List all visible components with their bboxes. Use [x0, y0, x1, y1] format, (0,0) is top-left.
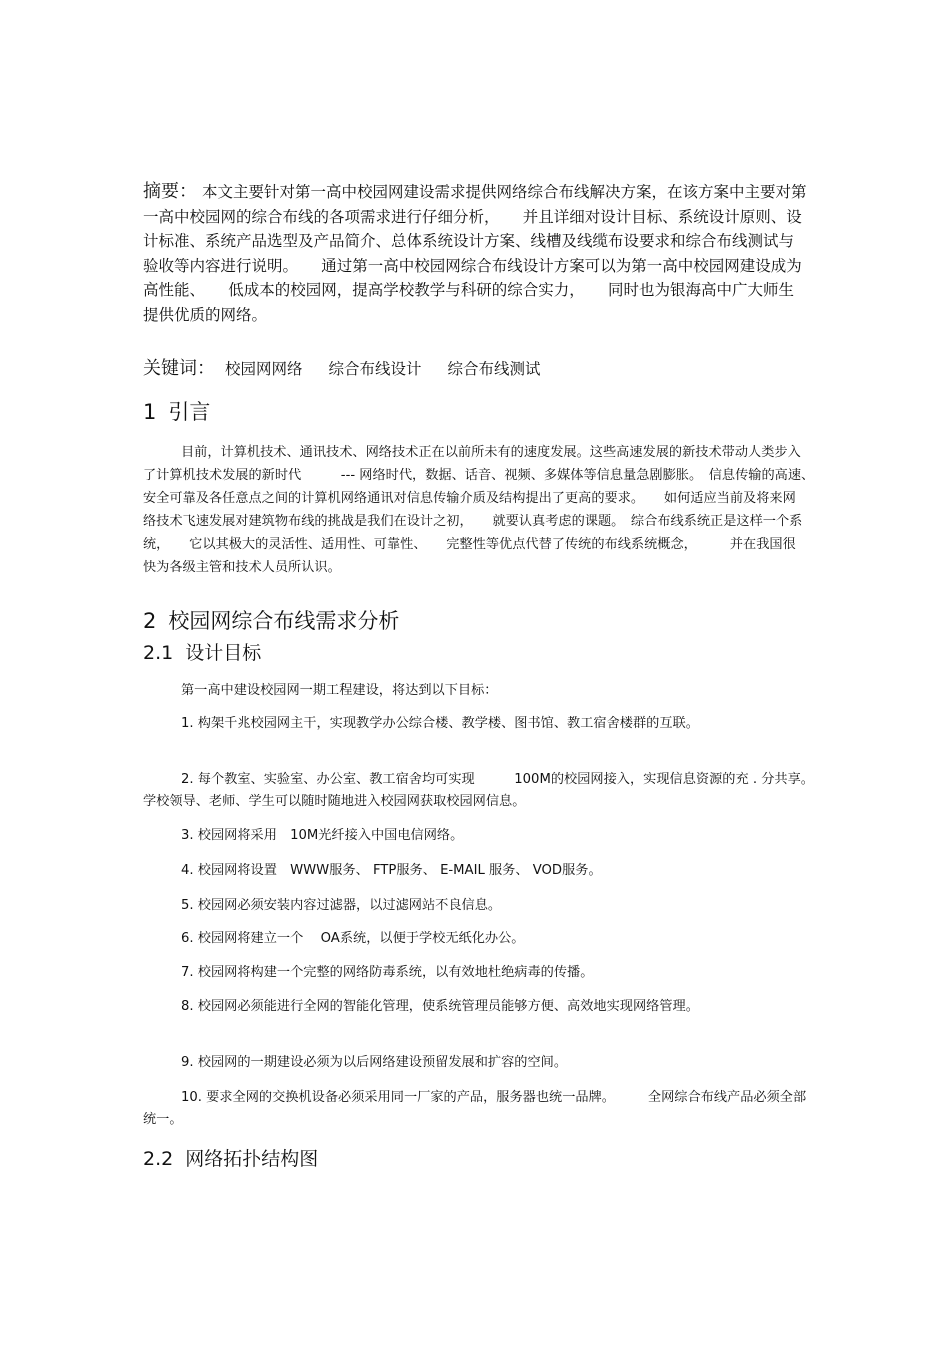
- keyword-item: 校园网网络: [225, 360, 303, 378]
- goal-item: 5. 校园网必须安装内容过滤器，以过滤网站不良信息。: [181, 898, 502, 913]
- section-number: 1: [143, 400, 157, 424]
- section-2-2-heading: [143, 1146, 318, 1172]
- section-1-paragraph: 目前，计算机技术、通讯技术、网络技术正在以前所未有的速度发展。这些高速发展的新技术带动人类步入了计算机技术发展的新时代 --- 网络时代，数据、话音、视频、多媒体等信息量急剧膨胀。 信息传输的高速、 安全可靠及各任意点之间的计算机网络通讯对信息传输介质及结构提出了更高的要求。 如何适应当前及将来网络技术飞速发展对建筑物布线的挑战是我们在设计之初， 就要认真考虑的课题。 综合布线系统正是这样一个系统， 它以其极大的灵活性、适用性、可靠性、 完整性等优点代替了传统的布线系统概念， 并在我国很快为各级主管和技术人员所认识。: [143, 445, 821, 575]
- abstract-text: 本文主要针对第一高中校园网建设需求提供网络综合布线解决方案，在该方案中主要对第一高中校园网的综合布线的各项需求进行仔细分析， 并且详细对设计目标、系统设计原则、设计标准、系统产品选型及产品简介、总体系统设计方案、线槽及线缆布设要求和综合布线测试与验收等内容进行说明。 通过第一高中校园网综合布线设计方案可以为第一高中校园网建设成为高性能、 低成本的校园网，提高学校教学与科研的综合实力， 同时也为银海高中广大师生提供优质的网络。: [143, 183, 807, 324]
- goal-item: 1. 构架千兆校园网主干，实现教学办公综合楼、教学楼、图书馆、教工宿舍楼群的互联。: [181, 716, 699, 731]
- goal-item: 2. 每个教室、实验室、办公室、教工宿舍均可实现 100M的校园网接入，实现信息资源的充 . 分共享。 学校领导、老师、学生可以随时随地进入校园网获取校园网信息。: [143, 772, 821, 809]
- keyword-item: 综合布线设计: [328, 360, 422, 378]
- goal-item: 10. 要求全网的交换机设备必须采用同一厂家的产品，服务器也统一品牌。 全网综合布线产品必须全部统一。: [143, 1090, 807, 1127]
- section-title: 校园网综合布线需求分析: [168, 609, 400, 633]
- section-2-heading: [143, 607, 399, 635]
- goal-item: 7. 校园网将构建一个完整的网络防毒系统，以有效地杜绝病毒的传播。: [181, 965, 594, 980]
- section-title: 引言: [168, 400, 211, 424]
- keywords-label: 关键词：: [143, 358, 215, 379]
- goal-item: 3. 校园网将采用 10M光纤接入中国电信网络。: [181, 828, 464, 843]
- keywords-line: [143, 356, 808, 382]
- abstract-paragraph: [143, 180, 808, 328]
- goals-intro: 第一高中建设校园网一期工程建设，将达到以下目标：: [181, 683, 498, 698]
- section-number: 2.2: [143, 1148, 174, 1170]
- section-2-1-heading: [143, 640, 261, 666]
- section-number: 2: [143, 609, 157, 633]
- goal-item: 9. 校园网的一期建设必须为以后网络建设预留发展和扩容的空间。: [181, 1055, 568, 1070]
- section-title: 设计目标: [185, 642, 262, 664]
- section-number: 2.1: [143, 642, 174, 664]
- goal-item: 6. 校园网将建立一个 OA系统，以便于学校无纸化办公。: [181, 931, 525, 946]
- section-title: 网络拓扑结构图: [185, 1148, 319, 1170]
- goal-item: 8. 校园网必须能进行全网的智能化管理，使系统管理员能够方便、高效地实现网络管理。: [181, 999, 699, 1014]
- abstract-label: 摘要：: [143, 181, 197, 202]
- section-1-heading: [143, 398, 210, 426]
- keyword-item: 综合布线测试: [447, 360, 541, 378]
- goal-item: 4. 校园网将设置 WWW服务、 FTP服务、 E-MAIL 服务、 VOD服务。: [181, 863, 602, 878]
